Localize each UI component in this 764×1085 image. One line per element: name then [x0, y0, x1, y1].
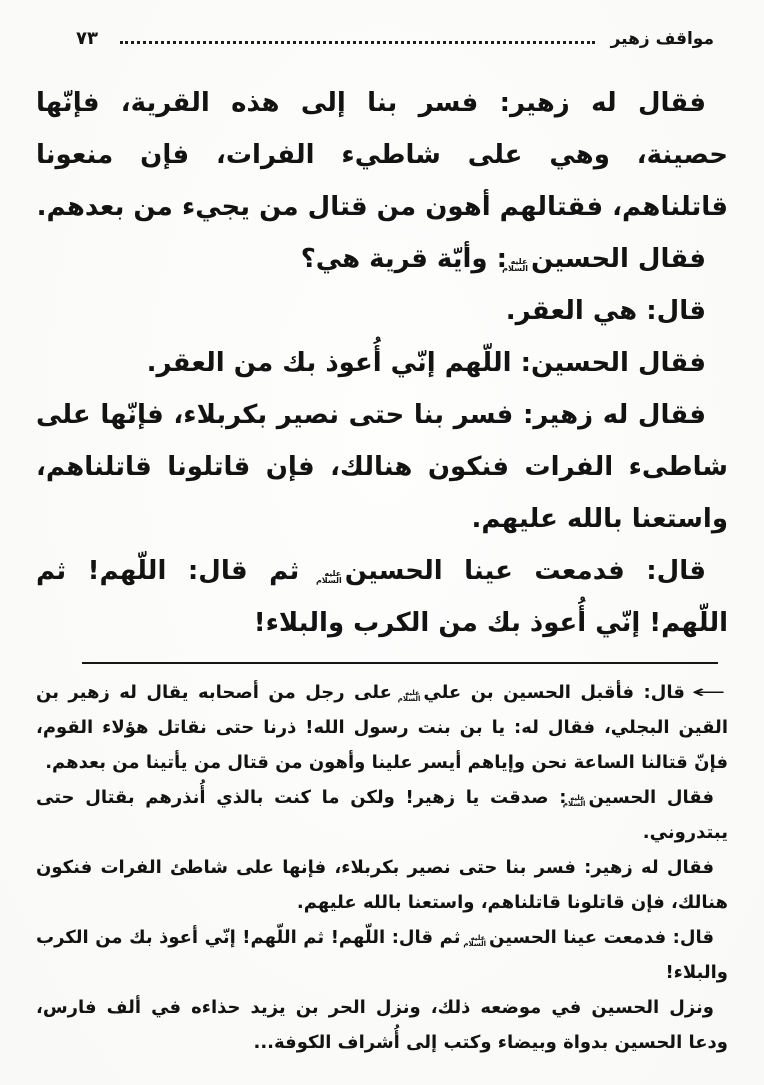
footnote-text: قال: فدمعت عينا الحسين — [489, 927, 714, 948]
footnote-paragraph — [36, 675, 728, 780]
footnote-text: ثم قال: اللّهم! ثم اللّهم! إنّي أعوذ بك من الكرب والبلاء! — [36, 927, 728, 983]
paragraph-text: قال: فدمعت عينا الحسين — [344, 556, 706, 586]
footnote-paragraph — [36, 850, 728, 920]
footnote-section — [36, 675, 728, 1060]
page-number: ٧٣ — [76, 28, 98, 49]
paragraph-text: فقال له زهير: فسر بنا حتى نصير بكربلاء، فإنّها على شاطىء الفرات فنكون هنالك، فإن قاتلونا قاتلناهم، واستعنا بالله عليهم. — [36, 400, 728, 534]
alayhi-salam-honorific: عليه السلام — [315, 569, 342, 585]
paragraph — [36, 337, 728, 389]
alayhi-salam-honorific: عليه السلام — [397, 689, 421, 703]
footnote-divider — [82, 662, 718, 664]
alayhi-salam-honorific: عليه السلام — [502, 257, 528, 273]
paragraph-text: : وأيّة قرية هي؟ — [300, 244, 507, 274]
main-text — [36, 77, 728, 649]
alayhi-salam-honorific: عليه السلام — [562, 794, 586, 808]
paragraph — [36, 389, 728, 545]
paragraph — [36, 77, 728, 233]
footnote-continuation-arrow-icon: ← — [691, 682, 726, 703]
paragraph — [36, 233, 728, 285]
alayhi-salam-honorific: عليه السلام — [463, 934, 486, 948]
footnote-text: على رجل من أصحابه يقال له زهير بن القين البجلي، فقال له: يا بن بنت رسول الله! ذرنا حتى نقاتل هؤلاء القوم، فإنّ قتالنا الساعة نحن وإياهم أيسر علينا وأهون من قتال من يأتينا من بعدهم. — [36, 682, 728, 773]
running-header — [36, 26, 728, 49]
footnote-paragraph — [36, 990, 728, 1060]
paragraph-text: فقال الحسين: اللّهم إنّي أُعوذ بك من العقر. — [146, 348, 706, 378]
footnote-paragraph — [36, 780, 728, 850]
paragraph-text: ثم قال: اللّهم! ثم اللّهم! إنّي أُعوذ بك من الكرب والبلاء! — [36, 556, 728, 638]
paragraph-text: قال: هي العقر. — [505, 296, 706, 326]
paragraph-text: فقال له زهير: فسر بنا إلى هذه القرية، فإنّها حصينة، وهي على شاطيء الفرات، فإن منعونا قاتلناهم، فقتالهم أهون من قتال من يجيء من بعدهم. — [36, 88, 728, 222]
footnote-text: : صدقت يا زهير! ولكن ما كنت بالذي أُنذرهم بقتال حتى يبتدروني. — [36, 787, 728, 843]
paragraph-text: فقال الحسين — [531, 244, 706, 274]
paragraph — [36, 545, 728, 649]
paragraph — [36, 285, 728, 337]
footnote-text: فقال له زهير: فسر بنا حتى نصير بكربلاء، فإنها على شاطئ الفرات فنكون هنالك، فإن قاتلونا قاتلناهم، واستعنا بالله عليهم. — [36, 857, 728, 913]
section-title: مواقف زهير — [610, 29, 714, 49]
footnote-text: فقال الحسين — [588, 787, 715, 808]
footnote-text: قال: فأقبل الحسين بن علي — [423, 682, 685, 703]
footnote-paragraph — [36, 920, 728, 990]
dotted-leader — [120, 41, 595, 44]
footnote-text: ونزل الحسين في موضعه ذلك، ونزل الحر بن يزيد حذاءه في ألف فارس، ودعا الحسين بدواة وبيضاء وكتب إلى أُشراف الكوفة... — [36, 997, 728, 1053]
